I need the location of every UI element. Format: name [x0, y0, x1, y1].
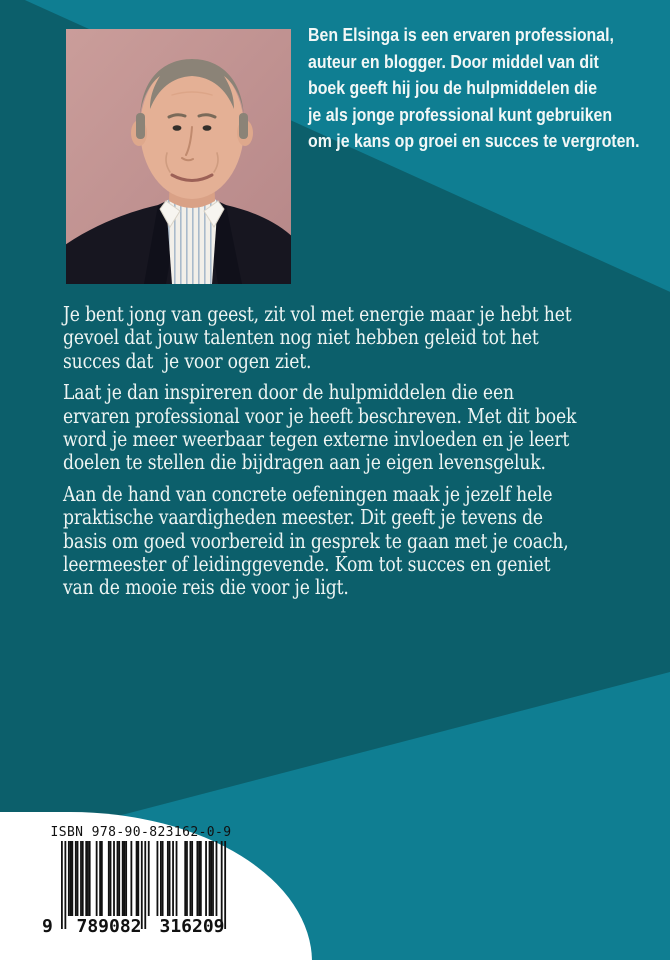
- ean-digit-group: 789082: [76, 916, 142, 937]
- blurb-line: basis om goed voorbereid in gesprek te gaan met je coach,: [63, 528, 569, 553]
- ean-digit-group: 9: [42, 916, 53, 937]
- blurb-paragraph: [63, 303, 576, 373]
- author-intro-line: om je kans op groei en succes te vergroten.: [308, 130, 640, 151]
- blurb-line: Je bent jong van geest, zit vol met energie maar je hebt het: [63, 302, 572, 326]
- author-intro-line: auteur en blogger. Door middel van dit: [308, 50, 599, 72]
- blurb-line: doelen te stellen die bijdragen aan je eigen levensgeluk.: [63, 450, 546, 475]
- ean-digit-group: 316209: [159, 916, 225, 937]
- author-intro-line: Ben Elsinga is een ervaren professional,: [308, 24, 614, 45]
- blurb-line: Laat je dan inspireren door de hulpmiddelen die een: [63, 380, 514, 405]
- blurb-line: gevoel dat jouw talenten nog niet hebben geleid tot het: [63, 325, 539, 350]
- author-portrait-photo: [66, 29, 291, 284]
- blurb-paragraph: [63, 483, 576, 600]
- blurb-line: praktische vaardigheden meester. Dit geeft je tevens de: [63, 505, 543, 530]
- author-portrait-illustration: [66, 29, 291, 284]
- author-intro-line: je als jonge professional kunt gebruiken: [308, 103, 613, 125]
- author-intro-line: boek geeft hij jou de hulpmiddelen die: [308, 77, 598, 98]
- back-cover-blurb: [63, 303, 576, 608]
- blurb-line: leermeester of leidinggevende. Kom tot succes en geniet: [63, 552, 551, 577]
- blurb-line: succes dat je voor ogen ziet.: [63, 348, 312, 373]
- isbn-label: ISBN 978-90-823162-0-9: [50, 825, 232, 840]
- isbn-barcode: [40, 820, 240, 950]
- blurb-line: word je meer weerbaar tegen externe invloeden en je leert: [63, 427, 570, 452]
- blurb-line: Aan de hand van concrete oefeningen maak je jezelf hele: [63, 481, 553, 506]
- blurb-line: ervaren professional voor je heeft beschreven. Met dit boek: [63, 403, 577, 428]
- blurb-paragraph: [63, 381, 576, 475]
- blurb-line: van de mooie reis die voor je ligt.: [63, 575, 349, 600]
- author-intro-text: [308, 22, 640, 155]
